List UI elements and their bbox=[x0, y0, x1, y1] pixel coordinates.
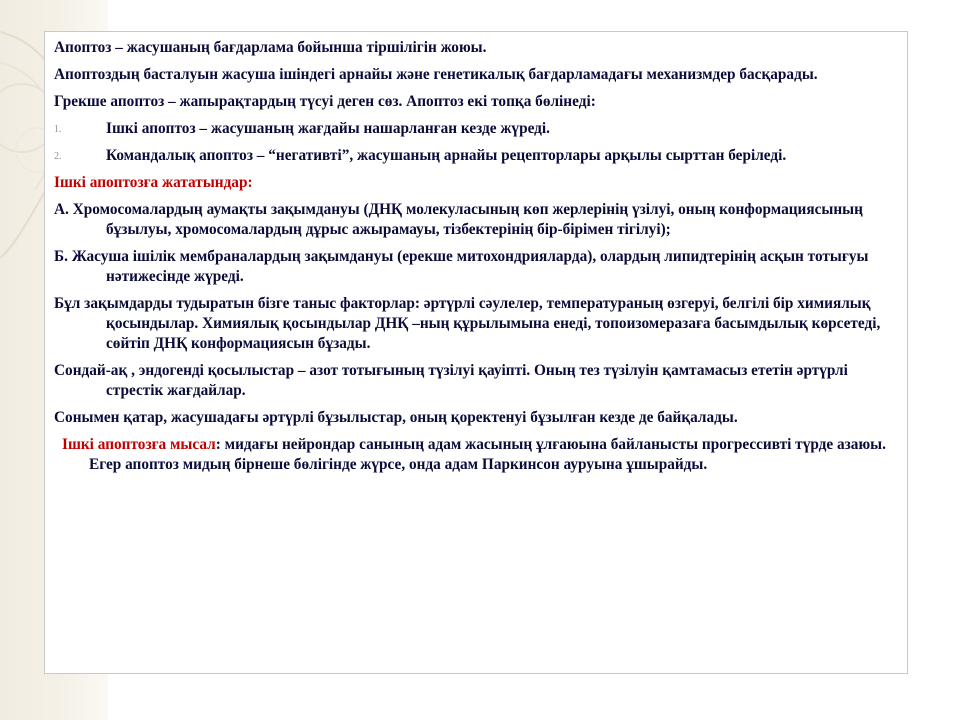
list-item-text: Командалық апоптоз – “негативті”, жасушаның арнайы рецепторлары арқылы сырттан беріледі. bbox=[106, 147, 787, 164]
heading-internal-apoptosis: Ішкі апоптозға жататындар: bbox=[54, 174, 253, 191]
list-item bbox=[54, 146, 904, 166]
paragraph-disorders: Сонымен қатар, жасушадағы әртүрлі бұзылыстар, оның қоректенуі бұзылған кезде де байқалады. bbox=[54, 409, 738, 426]
paragraph-regulation: Апоптоздың басталуын жасуша ішіндегі арнайы және генетикалық бағдарламадағы механизмдер басқарады. bbox=[54, 66, 818, 83]
paragraph-greek-meaning: Грекше апоптоз – жапырақтардың түсуі деген сөз. Апоптоз екі топқа бөлінеді: bbox=[54, 93, 596, 110]
paragraph-definition: Апоптоз – жасушаның бағдарлама бойынша тіршілігін жоюы. bbox=[54, 39, 487, 56]
list-number: 1. bbox=[54, 124, 62, 135]
paragraph-example bbox=[54, 435, 904, 475]
list-item bbox=[54, 119, 904, 139]
slide-body bbox=[54, 38, 904, 482]
paragraph-a: А. Хромосомалардың аумақты зақымдануы (ДНҚ молекуласының көп жерлерінің үзілуі, оның конформациясының бұзылуы, хромосомалардың дұрыс ажырамауы, тізбектерінің бір-бірімен тігілуі); bbox=[54, 201, 863, 238]
paragraph-endogenous: Сондай-ақ , эндогенді қосылыстар – азот тотығының түзілуі қауіпті. Оның тез түзілуін қамтамасыз ететін әртүрлі стрестік жағдайлар. bbox=[54, 362, 848, 399]
paragraph-b: Б. Жасуша ішілік мембраналардың зақымдануы (ерекше митохондрияларда), олардың липидтерінің асқын тотығуы нәтижесінде жүреді. bbox=[54, 248, 869, 285]
list-item-text: Ішкі апоптоз – жасушаның жағдайы нашарланған кезде жүреді. bbox=[106, 120, 550, 137]
example-colon: : bbox=[215, 436, 221, 453]
example-label: Ішкі апоптозға мысал bbox=[62, 436, 216, 453]
paragraph-factors: Бұл зақымдарды тудыратын бізге таныс факторлар: әртүрлі сәулелер, температураның өзгеруі, белгілі бір химиялық қосындылар. Химиялық қосындылар ДНҚ –ның құрылымына енеді, топоизомеразаға басымдылық көрсетеді, сөйтіп ДНҚ конформациясын бұзады. bbox=[54, 295, 881, 352]
example-text: мидағы нейрондар санының адам жасының ұлғаюына байланысты прогрессивті түрде азаюы. Егер апоптоз мидың бірнеше бөлігінде жүрсе, онда адам Паркинсон ауруына ұшырайды. bbox=[89, 436, 886, 473]
list-number: 2. bbox=[54, 151, 62, 162]
